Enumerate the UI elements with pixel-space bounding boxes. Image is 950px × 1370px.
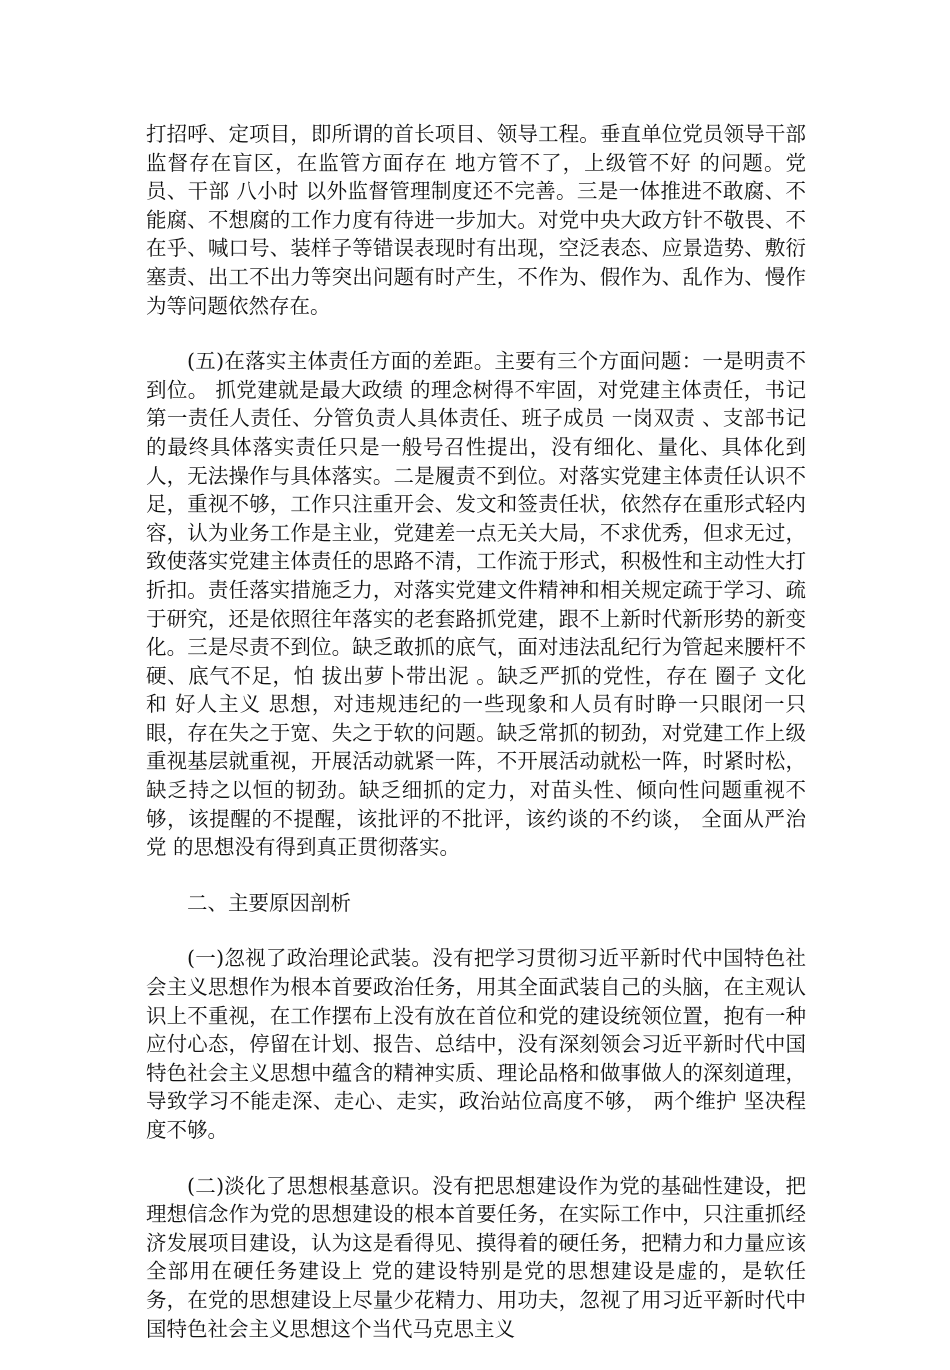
paragraph-continued: 打招呼、定项目，即所谓的首长项目、领导工程。垂直单位党员领导干部监督存在盲区，在监管方面存在 地方管不了，上级管不好 的问题。党员、干部 八小时 以外监督管理制度还不完善。三是一体推进不敢腐、不能腐、不想腐的工作力度有待进一步加大。对党中央大政方针不敬畏、不在乎、喊口号、装样子等错误表现时有出现，空泛表态、应景造势、敷衍塞责、出工不出力等突出问题有时产生，不作为、假作为、乱作为、慢作为等问题依然存在。 [146, 122, 806, 318]
paragraph-cause-one: (一)忽视了政治理论武装。没有把学习贯彻习近平新时代中国特色社会主义思想作为根本首要政治任务，用其全面武装自己的头脑，在主观认识上不重视，在工作摆布上没有放在首位和党的建设统领位置，抱有一种应付心态，停留在计划、报告、总结中，没有深刻领会习近平新时代中国特色社会主义思想中蕴含的精神实质、理论品格和做事做人的深刻道理，导致学习不能走深、走心、走实，政治站位高度不够， 两个维护 坚决程度不够。 [146, 946, 806, 1142]
section-heading: 二、主要原因剖析 [187, 890, 351, 915]
paragraph-cause-two: (二)淡化了思想根基意识。没有把思想建设作为党的基础性建设，把理想信念作为党的思想建设的根本首要任务，在实际工作中，只注重抓经济发展项目建设，认为这是看得见、摸得着的硬任务，把精力和力量应该全部用在硬任务建设上 党的建设特别是党的思想建设是虚的，是软任务，在党的思想建设上尽量少花精力、用功夫，忽视了用习近平新时代中国特色社会主义思想这个当代马克思主义 [146, 1173, 806, 1341]
paragraph-section-five: (五)在落实主体责任方面的差距。主要有三个方面问题：一是明责不到位。 抓党建就是最大政绩 的理念树得不牢固，对党建主体责任，书记第一责任人责任、分管负责人具体责任、班子成员 一岗双责 、支部书记的最终具体落实责任只是一般号召性提出，没有细化、量化、具体化到人，无法操作与具体落实。二是履责不到位。对落实党建主体责任认识不足，重视不够，工作只注重开会、发文和签责任状，依然存在重形式轻内容，认为业务工作是主业，党建差一点无关大局，不求优秀，但求无过，致使落实党建主体责任的思路不清，工作流于形式，积极性和主动性大打折扣。责任落实措施乏力，对落实党建文件精神和相关规定疏于学习、疏于研究，还是依照往年落实的老套路抓党建，跟不上新时代新形势的新变化。三是尽责不到位。缺乏敢抓的底气，面对违法乱纪行为管起来腰杆不硬、底气不足，怕 拔出萝卜带出泥 。缺乏严抓的党性，存在 圈子 文化和 好人主义 思想，对违规违纪的一些现象和人员有时睁一只眼闭一只眼，存在失之于宽、失之于软的问题。缺乏常抓的韧劲，对党建工作上级重视基层就重视，开展活动就紧一阵，不开展活动就松一阵，时紧时松，缺乏持之以恒的韧劲。缺乏细抓的定力，对苗头性、倾向性问题重视不够，该提醒的不提醒，该批评的不批评，该约谈的不约谈， 全面从严治党 的思想没有得到真正贯彻落实。 [146, 349, 806, 860]
document-page [146, 120, 806, 1370]
